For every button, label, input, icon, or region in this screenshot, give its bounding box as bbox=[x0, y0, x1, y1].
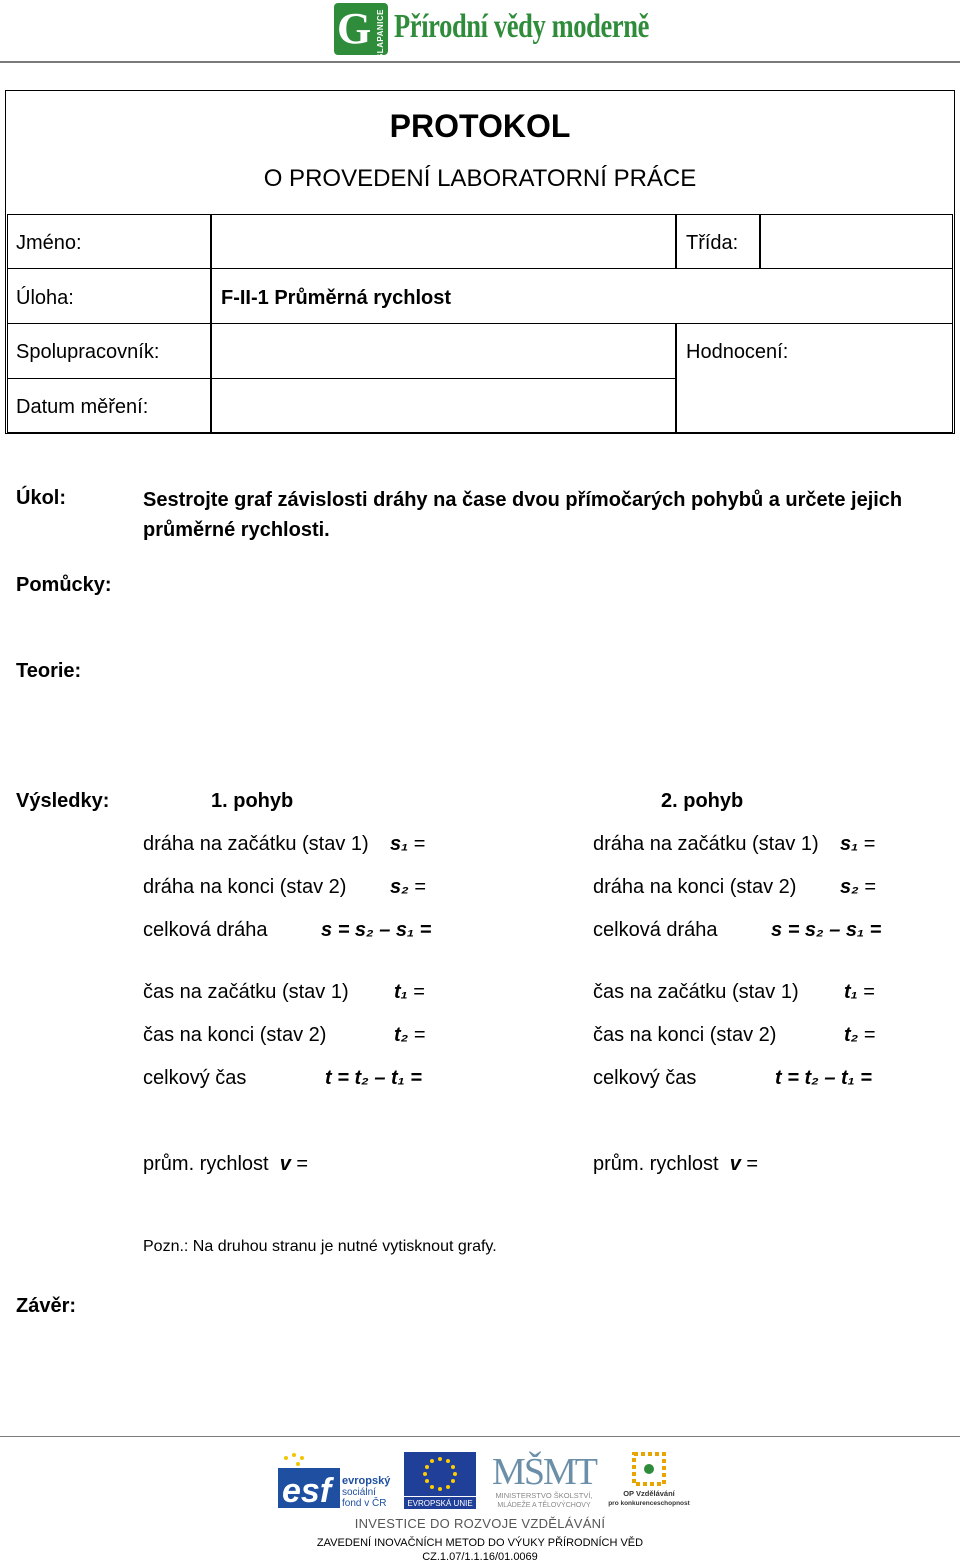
row2-start-distance-var: s₁ = bbox=[840, 833, 876, 855]
row2-end-distance-var: s₂ = bbox=[840, 876, 876, 898]
row-start-distance-var: s₁ = bbox=[390, 833, 426, 855]
school-logo bbox=[334, 3, 388, 60]
row-total-distance-formula: s = s₂ – s₁ = bbox=[321, 919, 432, 941]
footer-project-name: ZAVEDENÍ INOVAČNÍCH METOD DO VÝUKY PŘÍRODNÍCH VĚD bbox=[316, 1537, 644, 1549]
row2-start-distance-label: dráha na začátku (stav 1) bbox=[593, 833, 819, 855]
row-end-time-label: čas na konci (stav 2) bbox=[143, 1024, 327, 1046]
row2-total-time-formula: t = t₂ – t₁ = bbox=[775, 1067, 872, 1089]
footer-divider bbox=[0, 1436, 960, 1437]
teorie-label: Teorie: bbox=[16, 660, 82, 682]
pomucky-label: Pomůcky: bbox=[16, 574, 112, 596]
row2-start-time-var: t₁ = bbox=[844, 981, 875, 1003]
op-logo bbox=[608, 1450, 690, 1510]
row2-end-time-label: čas na konci (stav 2) bbox=[593, 1024, 777, 1046]
motion-1-title: 1. pohyb bbox=[211, 790, 294, 812]
brand-title: Přírodní vědy moderně bbox=[394, 8, 650, 45]
msmt-text-1: MINISTERSTVO ŠKOLSTVÍ, bbox=[495, 1491, 593, 1500]
row-total-time-formula: t = t₂ – t₁ = bbox=[325, 1067, 422, 1089]
date-value-cell[interactable] bbox=[210, 378, 677, 433]
svg-text:MŠMT: MŠMT bbox=[492, 1451, 596, 1493]
row2-total-distance-label: celková dráha bbox=[593, 919, 718, 941]
msmt-text-2: MLÁDEŽE A TĚLOVÝCHOVY bbox=[497, 1502, 591, 1509]
task-value: F-II-1 Průměrná rychlost bbox=[221, 287, 452, 309]
logo-side-text: ŠLAPANICE bbox=[376, 9, 385, 60]
esf-text-2: sociální bbox=[342, 1487, 376, 1498]
header-divider bbox=[0, 61, 960, 63]
op-text-1: OP Vzdělávání bbox=[623, 1489, 675, 1498]
row-start-distance-label: dráha na začátku (stav 1) bbox=[143, 833, 369, 855]
row-total-distance-label: celková dráha bbox=[143, 919, 268, 941]
partner-label: Spolupracovník: bbox=[16, 341, 160, 363]
print-note: Pozn.: Na druhou stranu je nutné vytisknout grafy. bbox=[143, 1238, 497, 1255]
row-end-distance-label: dráha na konci (stav 2) bbox=[143, 876, 347, 898]
esf-text-1: evropský bbox=[342, 1475, 391, 1487]
footer-invest: INVESTICE DO ROZVOJE VZDĚLÁVÁNÍ bbox=[354, 1516, 606, 1531]
ukol-text: Sestrojte graf závislosti dráhy na čase dvou přímočarých pohybů a určete jejich průměrné rychlosti. bbox=[143, 489, 903, 541]
motion-2-title: 2. pohyb bbox=[661, 790, 744, 812]
partner-value-cell[interactable] bbox=[210, 323, 677, 379]
row2-start-time-label: čas na začátku (stav 1) bbox=[593, 981, 799, 1003]
speed-2: prům. rychlost v = bbox=[593, 1153, 759, 1175]
eu-text: EVROPSKÁ UNIE bbox=[407, 1499, 473, 1508]
svg-text:esf: esf bbox=[282, 1472, 332, 1510]
date-label: Datum měření: bbox=[16, 396, 149, 418]
row-start-time-var: t₁ = bbox=[394, 981, 425, 1003]
name-value-cell[interactable] bbox=[210, 214, 677, 269]
row-end-distance-var: s₂ = bbox=[390, 876, 426, 898]
msmt-logo bbox=[482, 1448, 606, 1510]
grade-label: Hodnocení: bbox=[686, 341, 789, 363]
name-label: Jméno: bbox=[16, 232, 82, 254]
row2-total-distance-formula: s = s₂ – s₁ = bbox=[771, 919, 882, 941]
eu-flag-logo bbox=[402, 1450, 478, 1510]
class-label: Třída: bbox=[686, 232, 739, 254]
zaver-label: Závěr: bbox=[16, 1295, 77, 1317]
row2-end-time-var: t₂ = bbox=[844, 1024, 876, 1046]
vysledky-label: Výsledky: bbox=[16, 790, 110, 812]
esf-text-3: fond v ČR bbox=[342, 1498, 387, 1509]
row2-total-time-label: celkový čas bbox=[593, 1067, 697, 1089]
row-end-time-var: t₂ = bbox=[394, 1024, 426, 1046]
speed-1: prům. rychlost v = bbox=[143, 1153, 309, 1175]
logo-letter: G bbox=[337, 4, 372, 53]
class-value-cell[interactable] bbox=[759, 214, 953, 269]
op-text-2: pro konkurenceschopnost bbox=[608, 1500, 690, 1507]
row-total-time-label: celkový čas bbox=[143, 1067, 247, 1089]
protocol-subtitle: O PROVEDENÍ LABORATORNÍ PRÁCE bbox=[263, 165, 697, 192]
row2-end-distance-label: dráha na konci (stav 2) bbox=[593, 876, 797, 898]
ukol-label: Úkol: bbox=[16, 487, 66, 509]
footer-project-code: CZ.1.07/1.1.16/01.0069 bbox=[422, 1551, 538, 1563]
task-label: Úloha: bbox=[16, 287, 74, 309]
protocol-title: PROTOKOL bbox=[389, 108, 571, 144]
row-start-time-label: čas na začátku (stav 1) bbox=[143, 981, 349, 1003]
esf-logo bbox=[278, 1450, 398, 1510]
